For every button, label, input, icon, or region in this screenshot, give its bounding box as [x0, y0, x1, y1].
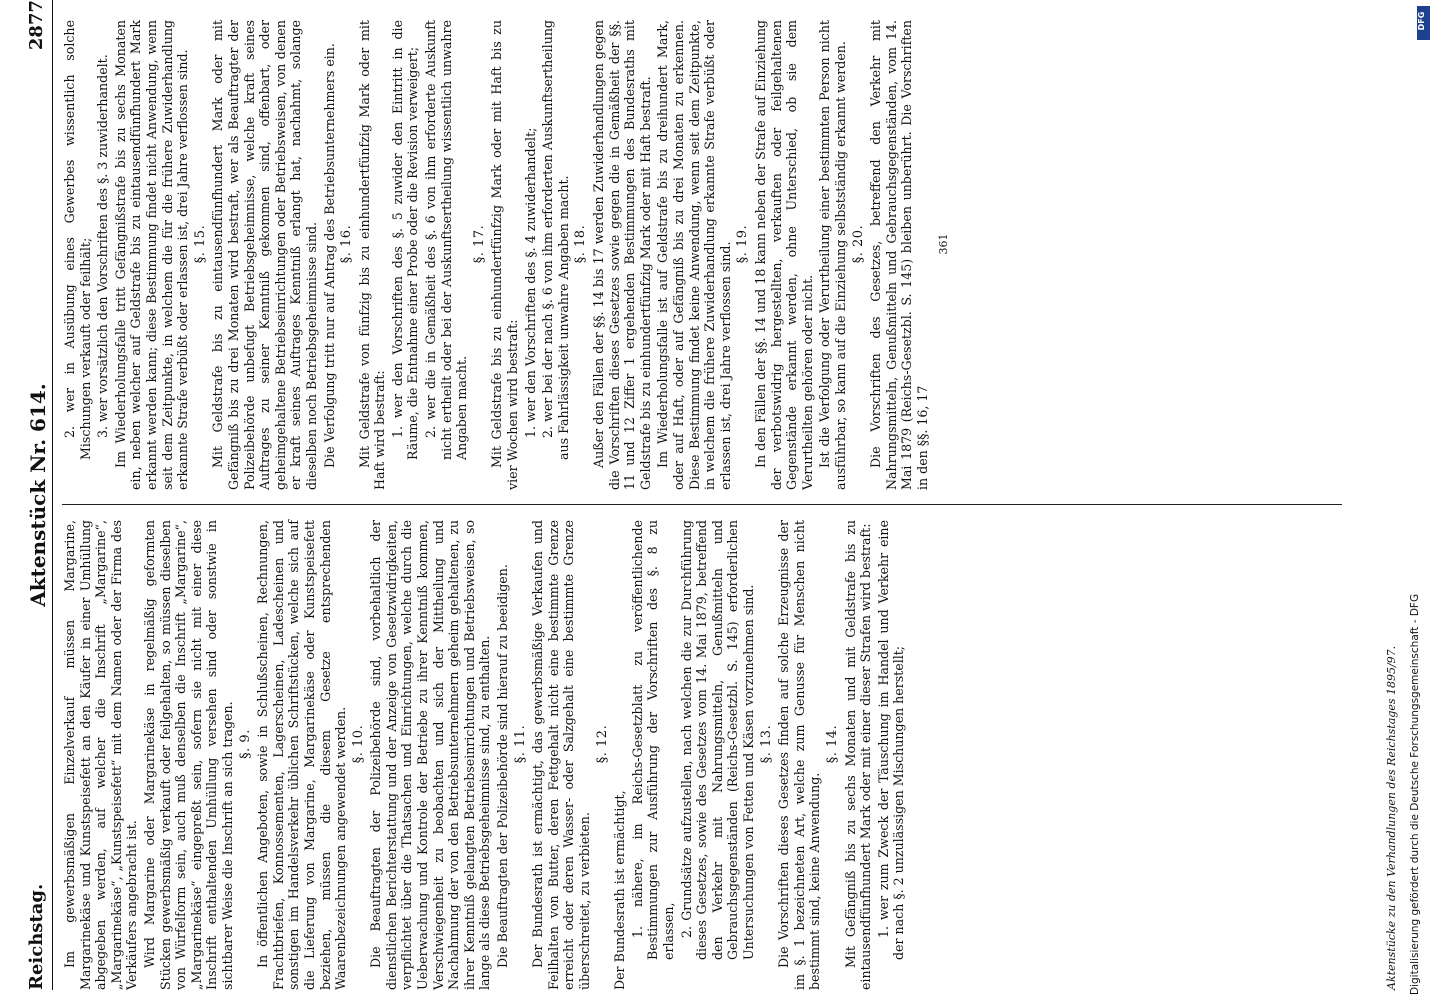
- dfg-logo: [1417, 6, 1430, 40]
- digitization-note-text: Digitalisierung gefördert durch die Deutsche Forschungsgemeinschaft - DFG: [1409, 593, 1421, 995]
- section-heading: §. 14.: [824, 724, 840, 764]
- paragraph: Im Wiederholungsfalle ist auf Geldstrafe bis zu dreihundert Mark, oder auf Haft, oder auf Gefängniß bis zu drei Monaten zu erkennen. Diese Bestimmung findet keine Anwendung, wenn seit dem Zeitpunkte, in welchem die frühere Zuwiderhandlung erkannte Strafe verbüßt oder erlassen ist, drei Jahre verflossen sind.: [655, 20, 733, 490]
- paragraph: Die Beauftragten der Polizeibehörde sind, vorbehaltlich der dienstlichen Berichterstattung und der Anzeige von Gesetzwidrigkeiten, verpflichtet über die Thatsachen und Einrichtungen, welche durch die Ueberwachung und Kontrole der Betriebe zu ihrer Kenntniß kommen, Verschwiegenheit zu beobachten und sich der Mittheilung und Nachahmung der von den Betriebsunternehmern geheim gehaltenen, zu ihrer Kenntniß gelangten Betriebseinrichtungen und Betriebsweisen, so lange als diese Betriebsgeheimnisse sind, zu enthalten.: [368, 520, 493, 990]
- paragraph: Die Verfolgung tritt nur auf Antrag des Betriebsunternehmers ein.: [321, 43, 337, 468]
- list-item: 2. Grundsätze aufzustellen, nach welchen die zur Durchführung dieses Gesetzes, sowie des Gesetzes vom 14. Mai 1879, betreffend den Verkehr mit Nahrungsmitteln, Genußmitteln und Gebrauchsgegenständen (Reichs-Gesetzbl. S. 145) erforderlichen Untersuchungen von Fetten und Käsen vorzunehmen sind.: [678, 520, 756, 960]
- paragraph: Die Vorschriften dieses Gesetzes finden auf solche Erzeugnisse der im §. 1 bezeichneten Art, welche zum Genusse für Menschen nicht bestimmt sind, keine Anwendung.: [776, 520, 823, 990]
- left-column: [62, 520, 1372, 990]
- section-heading: §. 17.: [471, 224, 487, 264]
- list-item: 1. wer zum Zweck der Täuschung im Handel und Verkehr eine der nach §. 2 unzulässigen Mischungen herstellt;: [875, 520, 907, 960]
- paragraph: In den Fällen der §§. 14 und 18 kann neben der Strafe auf Einziehung der verbotswidrig hergestellten, verkauften oder feilgehaltenen Gegenstände erkannt werden, ohne Unterschied, ob sie dem Verurtheilten gehören oder nicht.: [752, 20, 815, 490]
- section-heading: §. 20.: [850, 224, 866, 264]
- paragraph: Wird Margarine oder Margarinekäse in regelmäßig geformten Stücken gewerbsmäßig verkauft oder feilgehalten, so müssen dieselben von Würfelform sein, auch muß denselben die Inschrift „Margarine“, „Margarinekäse“ eingepreßt sein, sofern sie nicht mit einer diese Inschrift enthaltenden Umhüllung versehen sind oder sonstwie in sichtbarer Weise die Inschrift an sich tragen.: [141, 520, 235, 990]
- page-number: 2877: [26, 0, 47, 51]
- paragraph: Ist die Verfolgung oder Verurtheilung einer bestimmten Person nicht ausführbar, so kann auf die Einziehung selbstständig erkannt werden.: [817, 20, 848, 490]
- page-footer: Aktenstücke zu den Verhandlungen des Reichstages 1895/97.: [1385, 645, 1398, 990]
- list-item: 1. wer den Vorschriften des §. 4 zuwiderhandelt;: [522, 127, 538, 438]
- paragraph: Im gewerbsmäßigen Einzelverkauf müssen Margarine, Margarinekäse und Kunstspeisefett an den Käufer in einer Umhüllung abgegeben werden, auf welcher die Inschrift „Margarine“, „Margarinekäse“, „Kunstspeisefett“ mit dem Namen oder der Firma des Verkäufers angebracht ist.: [62, 520, 140, 990]
- section-heading: §. 13.: [758, 724, 774, 764]
- section-heading: §. 19.: [735, 224, 751, 264]
- paragraph: Der Bundesrath ist ermächtigt, das gewerbsmäßige Verkaufen und Feilhalten von Butter, deren Fettgehalt nicht eine bestimmte Grenze erreicht oder deren Wasser- oder Salzgehalt eine bestimmte Grenze überschreitet, zu verbieten.: [530, 520, 592, 990]
- signature-mark: 361: [937, 233, 951, 255]
- list-item: 2. wer in Ausübung eines Gewerbes wissentlich solche Mischungen verkauft oder feilhält;: [62, 20, 93, 460]
- section-heading: §. 9.: [237, 729, 253, 759]
- list-item: 1. wer den Vorschriften des §. 5 zuwider den Eintritt in die Räume, die Entnahme einer Probe oder die Revision verweigert;: [389, 20, 421, 460]
- section-heading: §. 12.: [594, 724, 610, 764]
- column-divider: [62, 504, 1342, 505]
- list-item: 2. wer bei der nach §. 6 von ihm erforderten Auskunftsertheilung aus Fahrlässigkeit unwahre Angaben macht.: [540, 20, 571, 460]
- paragraph: Mit Geldstrafe bis zu eintausendfünfhundert Mark oder mit Gefängniß bis zu drei Monaten wird bestraft, wer als Beauftragter der Polizeibehörde unbefugt Betriebsgeheimnisse, welche kraft seines Auftrages zu seiner Kenntniß gekommen sind, offenbart, oder geheimgehaltene Betriebseinrichtungen oder Betriebsweisen, von denen er kraft seines Auftrages Kenntniß erlangt hat, nachahmt, solange dieselben noch Betriebsgeheimnisse sind.: [210, 20, 319, 490]
- right-column: [62, 20, 1372, 490]
- running-head: [22, 0, 53, 990]
- list-item: 1. nähere, im Reichs-Gesetzblatt zu veröffentlichende Bestimmungen zur Ausführung der Vorschriften des §. 8 zu erlassen,: [629, 520, 676, 960]
- section-heading: §. 11.: [512, 724, 528, 764]
- list-item: 2. wer die in Gemäßheit des §. 6 von ihm erforderte Auskunft nicht ertheilt oder bei der Auskunftsertheilung wissentlich unwahre Angaben macht.: [423, 20, 470, 460]
- digitization-note: [1405, 0, 1433, 1000]
- section-heading: §. 16.: [339, 224, 355, 264]
- paragraph: In öffentlichen Angeboten, sowie in Schlußscheinen, Rechnungen, Frachtbriefen, Konnossementen, Lagerscheinen, Ladescheinen und sonstigen im Handelsverkehr üblichen Schriftstücken, welche sich auf die Lieferung von Margarine, Margarinekäse oder Kunstspeisefett beziehen, müssen die diesem Gesetze entsprechenden Waarenbezeichnungen angewendet werden.: [255, 520, 349, 990]
- paragraph: Mit Gefängniß bis zu sechs Monaten und mit Geldstrafe bis zu eintausendfünfhundert Mark oder mit einer dieser Strafen wird bestraft:: [842, 520, 874, 990]
- paragraph: Mit Geldstrafe von fünfzig bis zu einhundertfünfzig Mark oder mit Haft wird bestraft:: [356, 20, 388, 490]
- document-page: [12, 0, 1402, 990]
- header-left: Reichstag.: [26, 883, 47, 990]
- list-item: 3. wer vorsätzlich den Vorschriften des §. 3 zuwiderhandelt.: [95, 54, 111, 438]
- section-heading: §. 18.: [573, 224, 589, 264]
- header-title: Aktenstück Nr. 614.: [26, 383, 50, 607]
- paragraph: Außer den Fällen der §§. 14 bis 17 werden Zuwiderhandlungen gegen die Vorschriften dieses Gesetzes sowie gegen die in Gemäßheit der §§. 11 und 12 Ziffer 1 ergehenden Bestimmungen des Bundesraths mit Geldstrafe bis zu einhundertfünfzig Mark oder mit Haft bestraft.: [591, 20, 653, 490]
- section-heading: §. 15.: [192, 224, 208, 264]
- section-heading: §. 10.: [350, 724, 366, 764]
- paragraph: Die Beauftragten der Polizeibehörde sind hierauf zu beeidigen.: [495, 564, 511, 968]
- paragraph: Die Vorschriften des Gesetzes, betreffend den Verkehr mit Nahrungsmitteln, Genußmitteln und Gebrauchsgegenständen, vom 14. Mai 1879 (Reichs-Gesetzbl. S. 145) bleiben unberührt. Die Vorschriften in den §§. 16, 17: [868, 20, 930, 490]
- dfg-logo-text: DFG: [1417, 11, 1426, 31]
- paragraph: Im Wiederholungsfalle tritt Gefängnißstrafe bis zu sechs Monaten ein, neben welcher auf Geldstrafe bis zu eintausendfünfhundert Mark erkannt werden kann; diese Bestimmung findet nicht Anwendung, wenn seit dem Zeitpunkte, in welchem die für die frühere Zuwiderhandlung erkannte Strafe verbüßt oder erlassen ist, drei Jahre verflossen sind.: [112, 20, 191, 490]
- paragraph: Der Bundesrath ist ermächtigt,: [612, 790, 628, 990]
- paragraph: Mit Geldstrafe bis zu einhundertfünfzig Mark oder mit Haft bis zu vier Wochen wird bestraft:: [489, 20, 521, 490]
